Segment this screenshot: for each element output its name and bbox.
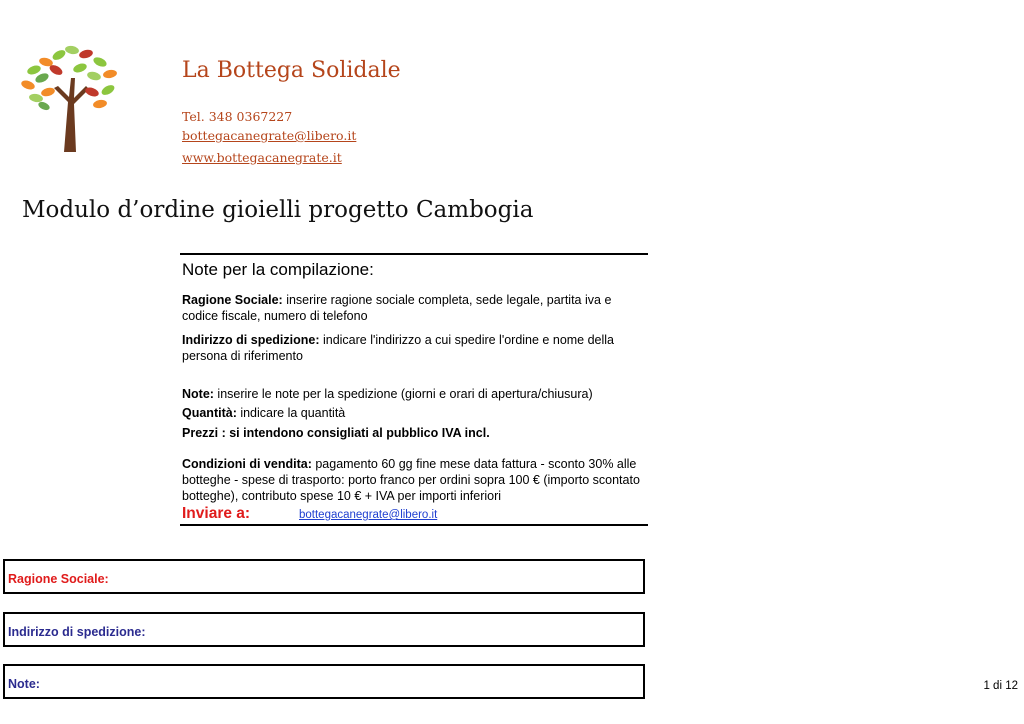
note-ragione-sociale: Ragione Sociale: inserire ragione sociale completa, sede legale, partita iva e codice fiscale, numero di telefono — [182, 293, 612, 323]
header-email-link[interactable]: bottegacanegrate@libero.it — [182, 128, 357, 143]
notes-bottom-divider — [180, 524, 648, 526]
form-title: Modulo d’ordine gioielli progetto Cambogia — [22, 197, 534, 223]
note-indirizzo: Indirizzo di spedizione: indicare l'indirizzo a cui spedire l'ordine e nome della persona di riferimento — [182, 333, 615, 363]
note-field[interactable] — [3, 664, 645, 699]
note-note: Note: inserire le note per la spedizione (giorni e orari di apertura/chiusura) — [182, 387, 593, 401]
notes-top-divider — [180, 253, 648, 255]
website-link[interactable]: www.bottegacanegrate.it — [182, 150, 342, 165]
tree-logo-icon — [14, 40, 124, 155]
note-quantita: Quantità: indicare la quantità — [182, 406, 346, 420]
ragione-sociale-label: Ragione Sociale: — [8, 572, 109, 586]
note-condizioni: Condizioni di vendita: pagamento 60 gg fine mese data fattura - sconto 30% alle botteghe - spese di trasporto: porto franco per ordini sopra 100 € (importo scontato botteghe), contributo spese 10 € + IVA per importi inferiori — [182, 457, 640, 503]
brand-name: La Bottega Solidale — [182, 58, 401, 83]
ragione-sociale-field[interactable] — [3, 559, 645, 594]
note-prezzi: Prezzi : si intendono consigliati al pubblico IVA incl. — [182, 426, 490, 440]
indirizzo-spedizione-field[interactable] — [3, 612, 645, 647]
note-label: Note: — [8, 677, 40, 691]
indirizzo-spedizione-label: Indirizzo di spedizione: — [8, 625, 146, 639]
page-number: 1 di 12 — [983, 680, 1018, 692]
phone-number: Tel. 348 0367227 — [182, 109, 293, 124]
send-to-label: Inviare a: — [182, 505, 251, 522]
send-to-email-link[interactable]: bottegacanegrate@libero.it — [299, 509, 438, 521]
notes-heading: Note per la compilazione: — [182, 260, 374, 279]
